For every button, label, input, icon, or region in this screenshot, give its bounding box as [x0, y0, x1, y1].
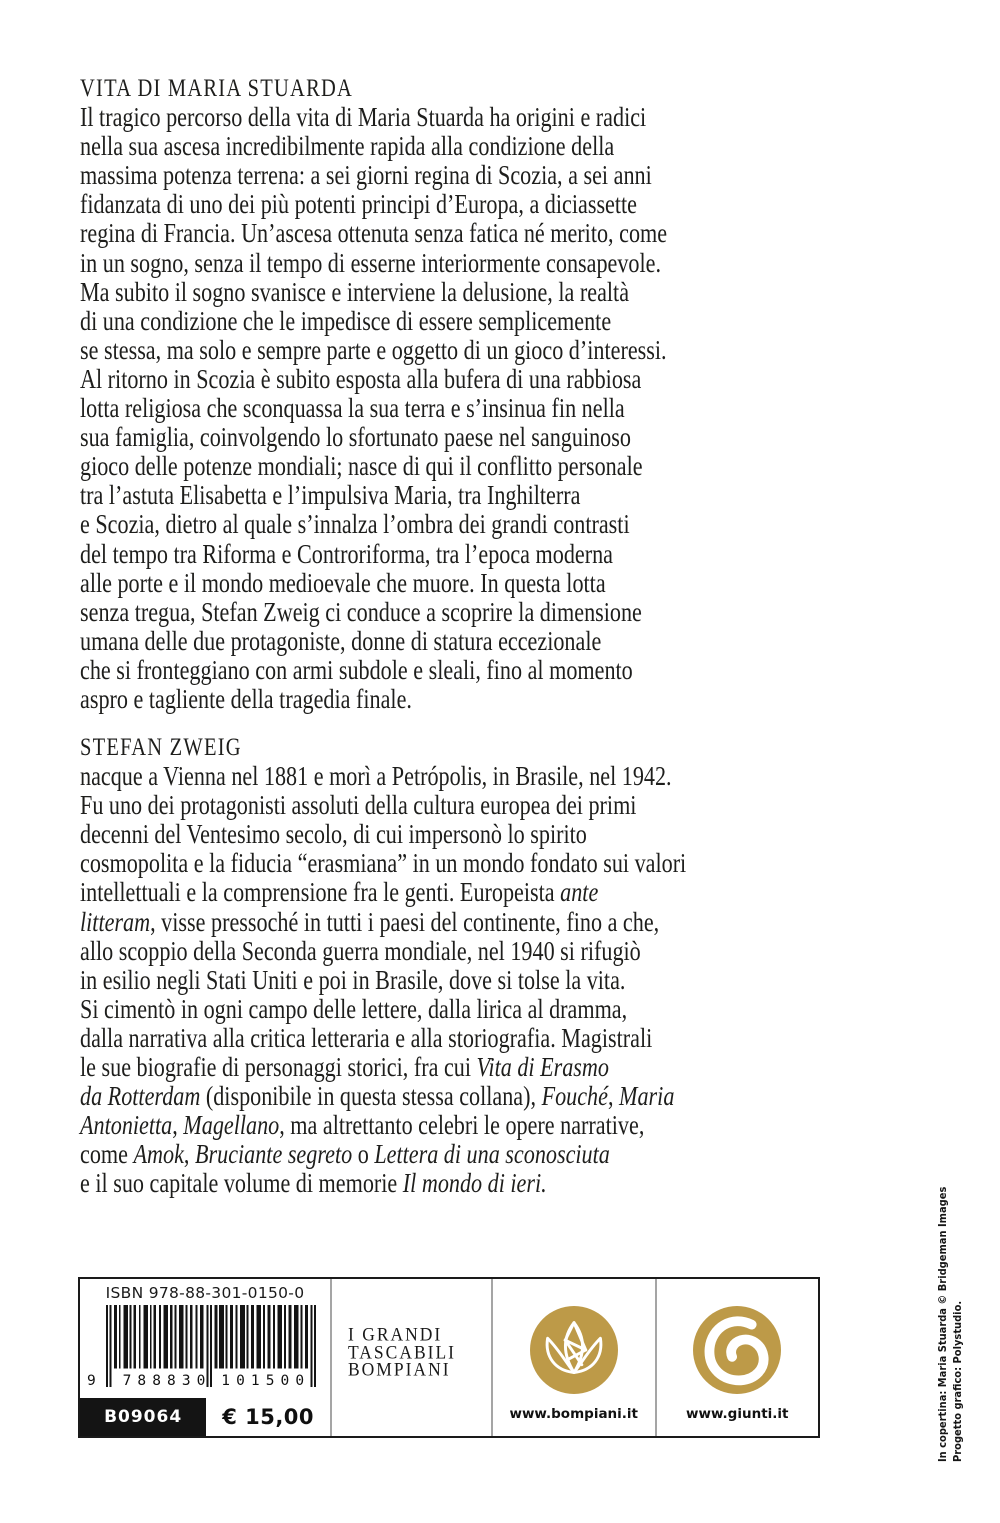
text-line: alle porte e il mondo medioevale che muore. In questa lotta — [80, 567, 606, 598]
ean-barcode — [87, 1305, 316, 1389]
imprint-strip — [78, 1277, 820, 1438]
text-line: TASCABILI — [348, 1340, 456, 1363]
text-line: I GRANDI — [348, 1323, 443, 1345]
text-line: nacque a Vienna nel 1881 e morì a Petrópolis, in Brasile, nel 1942. — [80, 761, 672, 792]
text-line: e Scozia, dietro al quale s’innalza l’ombra dei grandi contrasti — [80, 509, 630, 540]
text-line: da Rotterdam (disponibile in questa stessa collana), Fouché, Maria — [80, 1081, 675, 1112]
bompiani-logo-icon — [530, 1306, 618, 1394]
cover-credits — [936, 1187, 965, 1462]
text-line: fidanzata di uno dei più potenti principi d’Europa, a diciassette — [80, 189, 638, 220]
text-line: BOMPIANI — [348, 1358, 451, 1380]
text-line: Antonietta, Magellano, ma altrettanto celebri le opere narrative, — [80, 1110, 645, 1141]
text-line: dalla narrativa alla critica letteraria e alla storiografia. Magistrali — [80, 1022, 653, 1053]
text-line: Ma subito il sogno svanisce e interviene la delusione, la realtà — [80, 276, 630, 307]
bompiani-cell — [491, 1279, 655, 1436]
text-line: sua famiglia, coinvolgendo lo sfortunato paese nel sanguinoso — [80, 422, 631, 453]
text-line: intellettuali e la comprensione fra le genti. Europeista ante — [80, 877, 599, 908]
book-title-heading: VITA DI MARIA STUARDA — [80, 75, 354, 102]
synopsis-paragraph — [80, 103, 667, 714]
text-line: umana delle due protagoniste, donne di statura eccezionale — [80, 625, 602, 656]
bio-paragraph — [80, 762, 686, 1198]
giunti-cell — [655, 1279, 819, 1436]
ean-digit-group: 101500 — [221, 1373, 311, 1389]
text-line: le sue biografie di personaggi storici, fra cui Vita di Erasmo — [80, 1052, 609, 1083]
text-line: In copertina: Maria Stuarda © Bridgeman Images — [936, 1186, 949, 1462]
text-line: Fu uno dei protagonisti assoluti della cultura europea dei primi — [80, 790, 637, 821]
text-line: del tempo tra Riforma e Controriforma, tra l’epoca moderna — [80, 538, 614, 569]
isbn-label: ISBN 978-88-301-0150-0 — [105, 1284, 305, 1302]
text-line: Il tragico percorso della vita di Maria Stuarda ha origini e radici — [80, 102, 647, 133]
text-line: tra l’astuta Elisabetta e l’impulsiva Maria, tra Inghilterra — [80, 480, 581, 511]
text-line: di una condizione che le impedisce di essere semplicemente — [80, 305, 612, 336]
text-line: e il suo capitale volume di memorie Il mondo di ieri. — [80, 1168, 547, 1199]
author-heading: STEFAN ZWEIG — [80, 734, 242, 761]
text-line: litteram, visse pressoché in tutti i paesi del continente, fino a che, — [80, 906, 660, 937]
ean-digit-group: 9 — [87, 1373, 96, 1389]
text-line: come Amok, Bruciante segreto o Lettera di una sconosciuta — [80, 1139, 610, 1170]
text-line: in un sogno, senza il tempo di esserne interiormente consapevole. — [80, 247, 662, 278]
text-line: massima potenza terrena: a sei giorni regina di Scozia, a sei anni — [80, 160, 652, 191]
catalog-code: B09064 — [80, 1398, 206, 1436]
text-line: che si fronteggiano con armi subdole e sleali, fino al momento — [80, 654, 633, 685]
text-line: Al ritorno in Scozia è subito esposta alla bufera di una rabbiosa — [80, 363, 642, 394]
text-line: lotta religiosa che sconquassa la sua terra e s’insinua fin nella — [80, 393, 625, 424]
ean-digit-group: 788830 — [122, 1373, 212, 1389]
text-line: se stessa, ma solo e sempre parte e oggetto di un gioco d’interessi. — [80, 334, 667, 365]
giunti-url: www.giunti.it — [686, 1406, 789, 1422]
text-line: allo scoppio della Seconda guerra mondiale, nel 1940 si rifugiò — [80, 935, 641, 966]
giunti-logo-icon — [693, 1306, 781, 1394]
text-line: aspro e tagliente della tragedia finale. — [80, 683, 412, 714]
text-line: gioco delle potenze mondiali; nasce di qui il conflitto personale — [80, 451, 643, 482]
text-line: decenni del Ventesimo secolo, di cui impersonò lo spirito — [80, 819, 587, 850]
series-cell — [330, 1279, 491, 1436]
text-line: in esilio negli Stati Uniti e poi in Brasile, dove si tolse la vita. — [80, 964, 626, 995]
text-line: cosmopolita e la fiducia “erasmiana” in un mondo fondato sui valori — [80, 848, 687, 879]
text-line: regina di Francia. Un’ascesa ottenuta senza fatica né merito, come — [80, 218, 668, 249]
price-label: € 15,00 — [222, 1405, 315, 1429]
text-line: Progetto grafico: Polystudio. — [950, 1300, 964, 1462]
bompiani-url: www.bompiani.it — [509, 1406, 639, 1422]
synopsis-section — [80, 74, 667, 714]
text-line: nella sua ascesa incredibilmente rapida alla condizione della — [80, 131, 615, 162]
barcode-cell — [80, 1279, 330, 1436]
text-line: senza tregua, Stefan Zweig ci conduce a scoprire la dimensione — [80, 596, 642, 627]
text-line: Si cimentò in ogni campo delle lettere, dalla lirica al dramma, — [80, 993, 628, 1024]
code-price-row — [80, 1398, 330, 1436]
author-bio-section — [80, 733, 686, 1199]
